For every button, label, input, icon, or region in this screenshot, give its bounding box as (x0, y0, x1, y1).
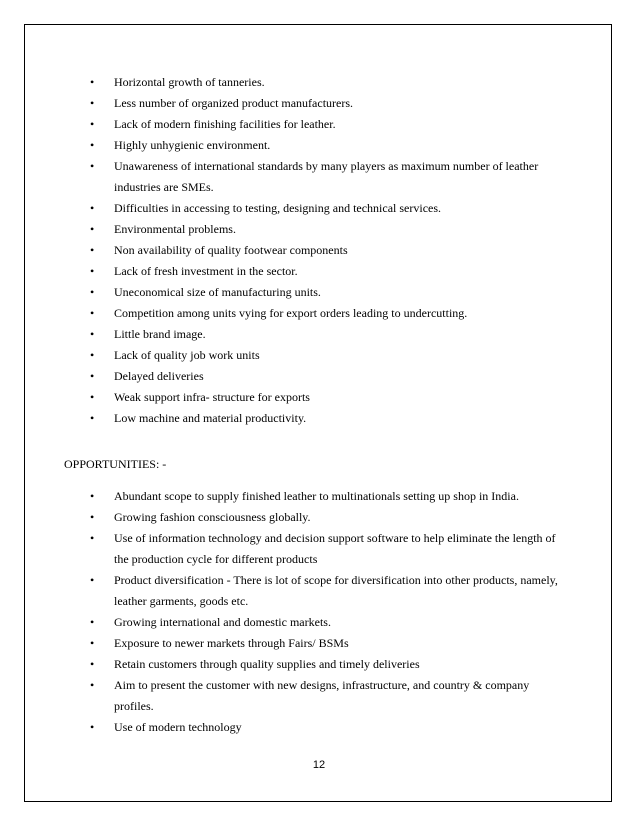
list-item (0, 387, 638, 408)
list-item (0, 261, 638, 282)
list-item-text: Highly unhygienic environment. (114, 138, 271, 152)
list-item-text: Use of information technology and decision support software to help eliminate the length of the production cycle for different products (114, 531, 556, 566)
list-item (0, 135, 638, 156)
list-item (0, 528, 638, 570)
list-item-text: Difficulties in accessing to testing, designing and technical services. (114, 201, 442, 215)
bullet-icon: • (90, 489, 95, 503)
list-item (0, 717, 638, 738)
list-item-text: Less number of organized product manufacturers. (114, 96, 354, 110)
bullet-icon: • (90, 573, 95, 587)
opportunities-list (0, 486, 638, 738)
list-item-text: Horizontal growth of tanneries. (114, 75, 265, 89)
bullet-icon: • (90, 657, 95, 671)
bullet-icon: • (90, 75, 95, 89)
list-item (0, 633, 638, 654)
list-item-text: Low machine and material productivity. (114, 411, 307, 425)
list-item (0, 114, 638, 135)
list-item-text: Exposure to newer markets through Fairs/ BSMs (114, 636, 349, 650)
bullet-icon: • (90, 96, 95, 110)
list-item (0, 303, 638, 324)
bullet-icon: • (90, 411, 95, 425)
list-item-text: Aim to present the customer with new designs, infrastructure, and country & company profiles. (114, 678, 530, 713)
list-item-text: Uneconomical size of manufacturing units. (114, 285, 321, 299)
list-item-text: Environmental problems. (114, 222, 236, 236)
bullet-icon: • (90, 285, 95, 299)
list-item (0, 219, 638, 240)
list-item (0, 72, 638, 93)
list-item-text: Non availability of quality footwear components (114, 243, 348, 257)
list-item (0, 408, 638, 429)
list-item (0, 570, 638, 612)
list-item-text: Use of modern technology (114, 720, 242, 734)
bullet-icon: • (90, 390, 95, 404)
list-item-text: Growing fashion consciousness globally. (114, 510, 311, 524)
bullet-icon: • (90, 369, 95, 383)
list-item-text: Weak support infra- structure for exports (114, 390, 310, 404)
list-item (0, 93, 638, 114)
list-item (0, 654, 638, 675)
list-item (0, 345, 638, 366)
list-item-text: Abundant scope to supply finished leather to multinationals setting up shop in India. (114, 489, 519, 503)
list-item (0, 675, 638, 717)
list-item-text: Little brand image. (114, 327, 206, 341)
list-item (0, 198, 638, 219)
bullet-icon: • (90, 678, 95, 692)
list-item-text: Lack of fresh investment in the sector. (114, 264, 298, 278)
list-item (0, 156, 638, 198)
list-item (0, 366, 638, 387)
bullet-icon: • (90, 159, 95, 173)
bullet-icon: • (90, 222, 95, 236)
bullet-icon: • (90, 243, 95, 257)
list-item (0, 507, 638, 528)
bullet-icon: • (90, 531, 95, 545)
bullet-icon: • (90, 327, 95, 341)
bullet-icon: • (90, 306, 95, 320)
bullet-icon: • (90, 636, 95, 650)
bullet-icon: • (90, 138, 95, 152)
list-item (0, 282, 638, 303)
bullet-icon: • (90, 264, 95, 278)
list-item-text: Competition among units vying for export orders leading to undercutting. (114, 306, 468, 320)
list-item-text: Unawareness of international standards by many players as maximum number of leather industries are SMEs. (114, 159, 539, 194)
list-item (0, 240, 638, 261)
opportunities-heading: OPPORTUNITIES: - (64, 457, 167, 471)
list-item-text: Delayed deliveries (114, 369, 204, 383)
bullet-icon: • (90, 348, 95, 362)
list-item (0, 612, 638, 633)
bullet-icon: • (90, 720, 95, 734)
bullet-icon: • (90, 510, 95, 524)
weaknesses-list (0, 72, 638, 429)
list-item-text: Lack of modern finishing facilities for leather. (114, 117, 336, 131)
list-item (0, 324, 638, 345)
list-item-text: Growing international and domestic markets. (114, 615, 331, 629)
list-item-text: Retain customers through quality supplies and timely deliveries (114, 657, 420, 671)
bullet-icon: • (90, 201, 95, 215)
list-item (0, 486, 638, 507)
bullet-icon: • (90, 615, 95, 629)
list-item-text: Lack of quality job work units (114, 348, 260, 362)
list-item-text: Product diversification - There is lot of scope for diversification into other products, namely, leather garments, goods etc. (114, 573, 558, 608)
page-number: 12 (312, 759, 326, 771)
bullet-icon: • (90, 117, 95, 131)
